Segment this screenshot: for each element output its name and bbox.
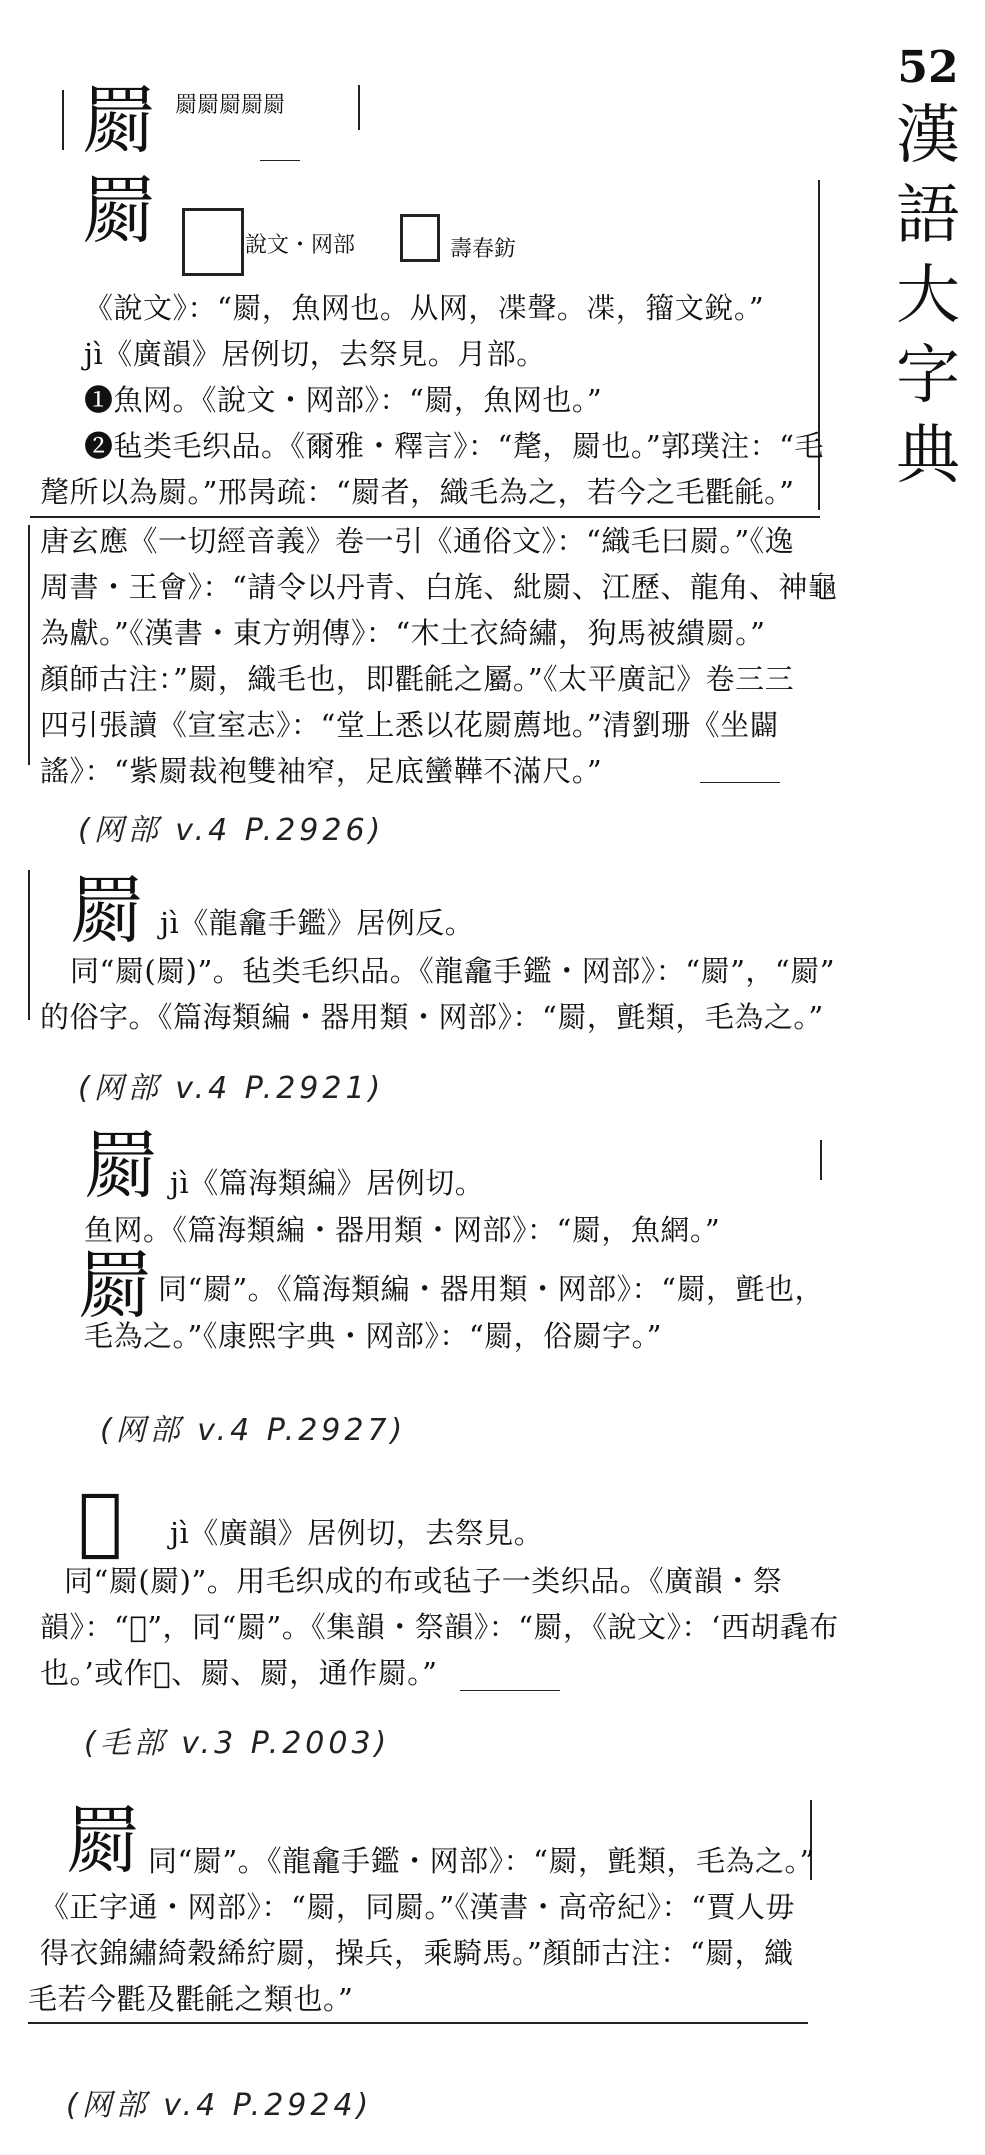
seal-source: 壽春鈁: [450, 237, 517, 262]
divider: [260, 160, 300, 161]
entry-head-char: 罽: [66, 1798, 140, 1884]
definition-line: 鱼网。《篇海類編・器用類・网部》：“罽，魚網。”: [84, 1213, 721, 1247]
title-char: 漢: [896, 99, 960, 173]
margin-rule: [62, 90, 64, 150]
definition-line: 氂所以為罽。”邢昺疏：“罽者，織毛為之，若今之毛氍毹。”: [40, 475, 795, 509]
definition-line: 毛若今氍及氍毹之類也。”: [28, 1982, 354, 2016]
title-char: 字: [896, 339, 960, 413]
entry-head-char: 罽: [82, 168, 156, 254]
entry-head-char: 罽: [78, 1243, 152, 1329]
handwritten-note: (网部 v.4 P.2926): [78, 813, 385, 848]
definition-line: 同“罽”。《篇海類編・器用類・网部》：“罽，氈也，: [158, 1272, 824, 1306]
header-variants-label: 罽罽罽罽罽: [175, 93, 286, 118]
margin-rule: [820, 1140, 822, 1180]
dictionary-title: [893, 40, 963, 496]
margin-rule: [28, 525, 30, 765]
definition-line: 毛為之。”《康熙字典・网部》：“罽，俗罽字。”: [84, 1319, 662, 1353]
seal-source: 說文・网部: [245, 233, 356, 258]
margin-rule: [28, 870, 30, 1020]
definition-line: ❶魚网。《說文・网部》：“罽，魚网也。”: [84, 383, 603, 417]
definition-line: 《說文》：“罽，魚网也。从网，𠗨聲。𠗨，籀文銳。”: [84, 291, 765, 325]
definition-line: 《正字通・网部》：“罽，同罽。”《漢書・高帝紀》：“賈人毋: [40, 1890, 795, 1924]
title-char: 典: [896, 419, 960, 493]
definition-line: 也。’或作𣰆、罽、罽，通作罽。”: [40, 1656, 438, 1690]
seal-script-glyph: [182, 208, 244, 280]
definition-line: 同“罽”。《龍龕手鑑・网部》：“罽，氈類，毛為之。”: [148, 1844, 815, 1878]
handwritten-note: (网部 v.4 P.2924): [66, 2088, 373, 2123]
entry-head-char: 罽: [70, 868, 144, 954]
definition-line: jì《篇海類編》居例切。: [170, 1166, 485, 1200]
definition-line: 謠》：“紫罽裁袍雙袖窄，足底蠻鞾不滿尺。”: [40, 754, 603, 788]
divider: [460, 1690, 560, 1691]
definition-line: jì《龍龕手鑑》居例反。: [160, 906, 475, 940]
definition-line: 顏師古注：”罽，織毛也，即氍毹之屬。”《太平廣記》卷三三: [40, 662, 795, 696]
definition-line: jì《廣韻》居例切，去祭見。: [170, 1516, 544, 1550]
divider: [28, 2022, 808, 2024]
handwritten-note: (网部 v.4 P.2921): [78, 1071, 385, 1106]
definition-line: ❷毡类毛织品。《爾雅・釋言》：“氂，罽也。”郭璞注：“毛: [84, 429, 824, 463]
title-char: 大: [896, 259, 960, 333]
margin-rule: [358, 85, 360, 130]
entry-head-char: 𣰆: [78, 1478, 123, 1564]
handwritten-note: (毛部 v.3 P.2003): [84, 1726, 391, 1761]
definition-line: 同“罽(罽)”。用毛织成的布或毡子一类织品。《廣韻・祭: [64, 1564, 783, 1598]
entry-head-char: 罽: [84, 1123, 158, 1209]
page-number: 52: [897, 42, 959, 93]
definition-line: 同“罽(罽)”。毡类毛织品。《龍龕手鑑・网部》：“罽”，“罽”: [70, 954, 836, 988]
definition-line: jì《廣韻》居例切，去祭見。月部。: [84, 337, 546, 371]
definition-line: 為獻。”《漢書・東方朔傳》：“木土衣綺繡，狗馬被繢罽。”: [40, 616, 766, 650]
definition-line: 得衣錦繡綺穀絺紵罽，操兵，乘騎馬。”顏師古注：“罽，織: [40, 1936, 794, 1970]
header-head-char: 罽: [82, 78, 156, 164]
divider: [700, 782, 780, 783]
definition-line: 四引張讀《宣室志》：“堂上悉以花罽薦地。”清劉珊《坐闢: [40, 708, 780, 742]
definition-line: 周書・王會》：“請令以丹青、白旄、紕罽、江歷、龍角、神龜: [40, 570, 838, 604]
definition-line: 韻》：“𣰆”，同“罽”。《集韻・祭韻》：“罽，《說文》：‘西胡毳布: [40, 1610, 839, 1644]
title-char: 語: [896, 179, 960, 253]
handwritten-note: (网部 v.4 P.2927): [100, 1413, 407, 1448]
seal-script-glyph: [400, 214, 440, 266]
definition-line: 唐玄應《一切經音義》卷一引《通俗文》：“織毛曰罽。”《逸: [40, 524, 795, 558]
definition-line: 的俗字。《篇海類編・器用類・网部》：“罽，氈類，毛為之。”: [40, 1000, 824, 1034]
